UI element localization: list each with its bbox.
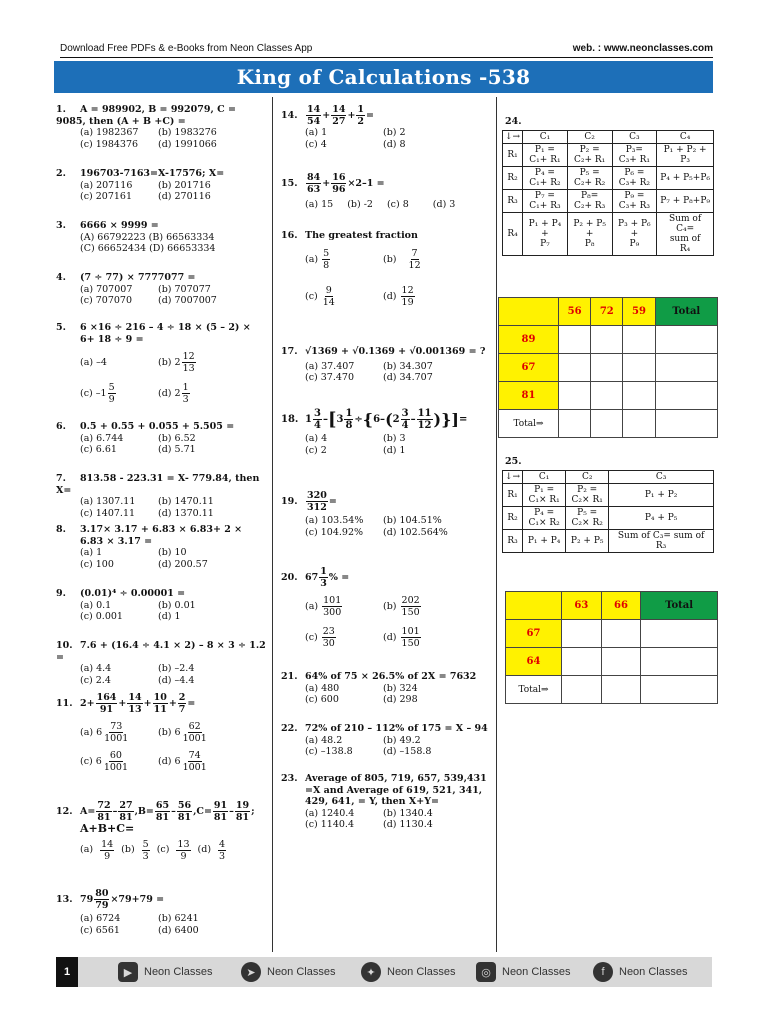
question-10: 10. 7.6 + (16.4 ÷ 4.1 × 2) – 8 × 3 ÷ 1.2 = (a) 4.4 (b) –2.4 (c) 2.4 (d) –4.4 [56,640,266,686]
telegram-icon: ➤ [241,962,261,982]
column-divider [496,97,497,952]
website-link[interactable]: web. : www.neonclasses.com [572,43,713,54]
download-note: Download Free PDFs & e-Books from Neon Classes App [60,43,313,54]
instagram-icon: ◎ [476,962,496,982]
q25-grid-table: ↓→ C₁ C₂ C₃ R₁ P₁ = C₁× R₁ P₂ = C₂× R₁ P₁ + P₂ R₂ P₄ = C₁× R₂ P₅ = C₂× R₂ P₄ + P₅ R₃ P₁ + P₄ P₂ + P₅ Sum of C₃= sum of R₃ [502,470,714,553]
question-11: 11. 2+ $\frac{164}{91}$ + $\frac{14}{13}$ + $\frac{10}{11}$ + $\frac{2}{7}$ = (a) 6 $\frac{73}{1001}$ (b) 6 $\frac{62}{1001}$ (c) 6 $\frac{60}{1001}$ (d) 6 $\frac{74}{1001}$ [56,692,207,773]
question-20: 20. 67 $\frac{1}{3}$ % = (a) $\frac{101}{300}$ (b) $\frac{202}{150}$ (c) $\frac{23}{30}$ (d) $\frac{101}{150}$ [281,566,420,649]
column-divider [272,97,273,952]
facebook-icon: f [593,962,613,982]
question-1: 1. A = 989902, B = 992079, C = 9085, then (A + B +C) = (a) 1982367 (b) 1983276 (c) 1984376 (d) 1991066 [56,104,236,150]
question-17: 17. √1369 + √0.1369 + √0.001369 = ? (a) 37.407 (b) 34.307 (c) 37.470 (d) 34.707 [281,346,486,383]
facebook-link[interactable]: f Neon Classes [593,962,687,982]
question-23: 23. Average of 805, 719, 657, 539,431 =X and Average of 619, 521, 341, 429, 641, = Y, then X+Y= (a) 1240.4 (b) 1340.4 (c) 1140.4 (d) 1130.4 [281,773,487,830]
question-5: 5. 6 ×16 ÷ 216 – 4 ÷ 18 × (5 – 2) × 6+ 18 ÷ 9 = (a) –4 (b) 2 $\frac{12}{13}$ (c) –1 $\frac{5}{9}$ (d) 2 $\frac{1}{3}$ [56,322,251,405]
question-13: 13. 79 $\frac{80}{79}$ ×79+79 = (a) 6724 (b) 6241 (c) 6561 (d) 6400 [56,888,199,936]
youtube-link[interactable]: ▶ Neon Classes [118,962,212,982]
question-2: 2. 196703-7163=X-17576; X= (a) 207116 (b) 201716 (c) 207161 (d) 270116 [56,168,225,202]
question-19: 19. $\frac{320}{312}$ = (a) 103.54% (b) 104.51% (c) 104.92% (d) 102.564% [281,490,448,538]
question-7: 7. 813.58 - 223.31 = X- 779.84, then X= (a) 1307.11 (b) 1470.11 (c) 1407.11 (d) 1370.11 [56,473,260,519]
question-14: 14. $\frac{14}{54}$ + $\frac{14}{27}$ + $\frac{1}{2}$ = (a) 1 (b) 2 (c) 4 (d) 8 [281,104,406,150]
telegram-link[interactable]: ➤ Neon Classes [241,962,335,982]
q24-grid-table: ↓→ C₁ C₂ C₃ C₄ R₁ P₁ = C₁+ R₁ P₂ = C₂+ R₁ P₃= C₃+ R₁ P₁ + P₂ + P₃ R₂ P₄ = C₁+ R₂ P₅ = C₂+ R₂ P₆ = C₃+ R₂ P₄ + P₅+P₆ R₃ P₇ = C₁+ R₃ P₈= C₂+ R₃ P₉ = C₃+ R₃ P₇ + P₈+P₉ R₄ P₁ + P₄ + P₇ P₂ + P₅ + P₈ P₃ + P₆ + P₉ Sum of C₄= sum of R₄ [502,130,714,256]
question-4: 4. (7 ÷ 77) × 7777077 = (a) 707007 (b) 707077 (c) 707070 (d) 7007007 [56,272,217,306]
question-6: 6. 0.5 + 0.55 + 0.055 + 5.505 = (a) 6.744 (b) 6.52 (c) 6.61 (d) 5.71 [56,421,235,455]
page-number: 1 [56,957,78,987]
question-25-label: 25. [505,456,522,467]
question-12: 12. A= $\frac{72}{81}$ – $\frac{27}{81}$ ,B= $\frac{65}{81}$ – $\frac{56}{81}$ ,C= $\frac{91}{81}$ – $\frac{19}{81}$ ; A+B+C= (a) $\frac{14}{9}$ (b) $\frac{5}{3}$ (c) $\frac{13}{9}$ (d) $\frac{4}{3}$ [56,800,255,862]
instagram-link[interactable]: ◎ Neon Classes [476,962,570,982]
twitter-link[interactable]: ✦ Neon Classes [361,962,455,982]
question-16: 16. The greatest fraction (a) $\frac{5}{8}$ (b) $\frac{7}{12}$ (c) $\frac{9}{14}$ (d) $\frac{12}{19}$ [281,230,421,308]
question-9: 9. (0.01)⁴ ÷ 0.00001 = (a) 0.1 (b) 0.01 (c) 0.001 (d) 1 [56,588,196,622]
question-24-label: 24. [505,116,522,127]
page-title: King of Calculations -538 [54,61,713,93]
q24-fill-table: 56 72 59 Total 89 67 81 Total⇒ [498,297,718,438]
top-bar [60,40,713,58]
youtube-icon: ▶ [118,962,138,982]
q25-fill-table: 63 66 Total 67 64 Total⇒ [505,591,718,704]
question-15: 15. $\frac{84}{63}$ + $\frac{16}{96}$ ×2–1 = (a) 15 (b) -2 (c) 8 (d) 3 [281,172,456,210]
footer-bar [56,957,712,987]
question-8: 8. 3.17× 3.17 + 6.83 × 6.83+ 2 × 6.83 × 3.17 = (a) 1 (b) 10 (c) 100 (d) 200.57 [56,524,243,570]
question-21: 21. 64% of 75 × 26.5% of 2X = 7632 (a) 480 (b) 324 (c) 600 (d) 298 [281,671,477,705]
twitter-icon: ✦ [361,962,381,982]
question-3: 3. 6666 × 9999 = (A) 66792223 (B) 66563334 (C) 66652434 (D) 66653334 [56,220,216,254]
question-18: 18. 1 $\frac{3}{4}$ – [ 3 $\frac{1}{8}$ ÷ { 6– ( 2 $\frac{3}{4}$ – $\frac{11}{12}$ )}] = (a) 4 (b) 3 (c) 2 (d) 1 [281,408,468,456]
question-22: 22. 72% of 210 – 112% of 175 = X – 94 (a) 48.2 (b) 49.2 (c) –138.8 (d) –158.8 [281,723,488,757]
